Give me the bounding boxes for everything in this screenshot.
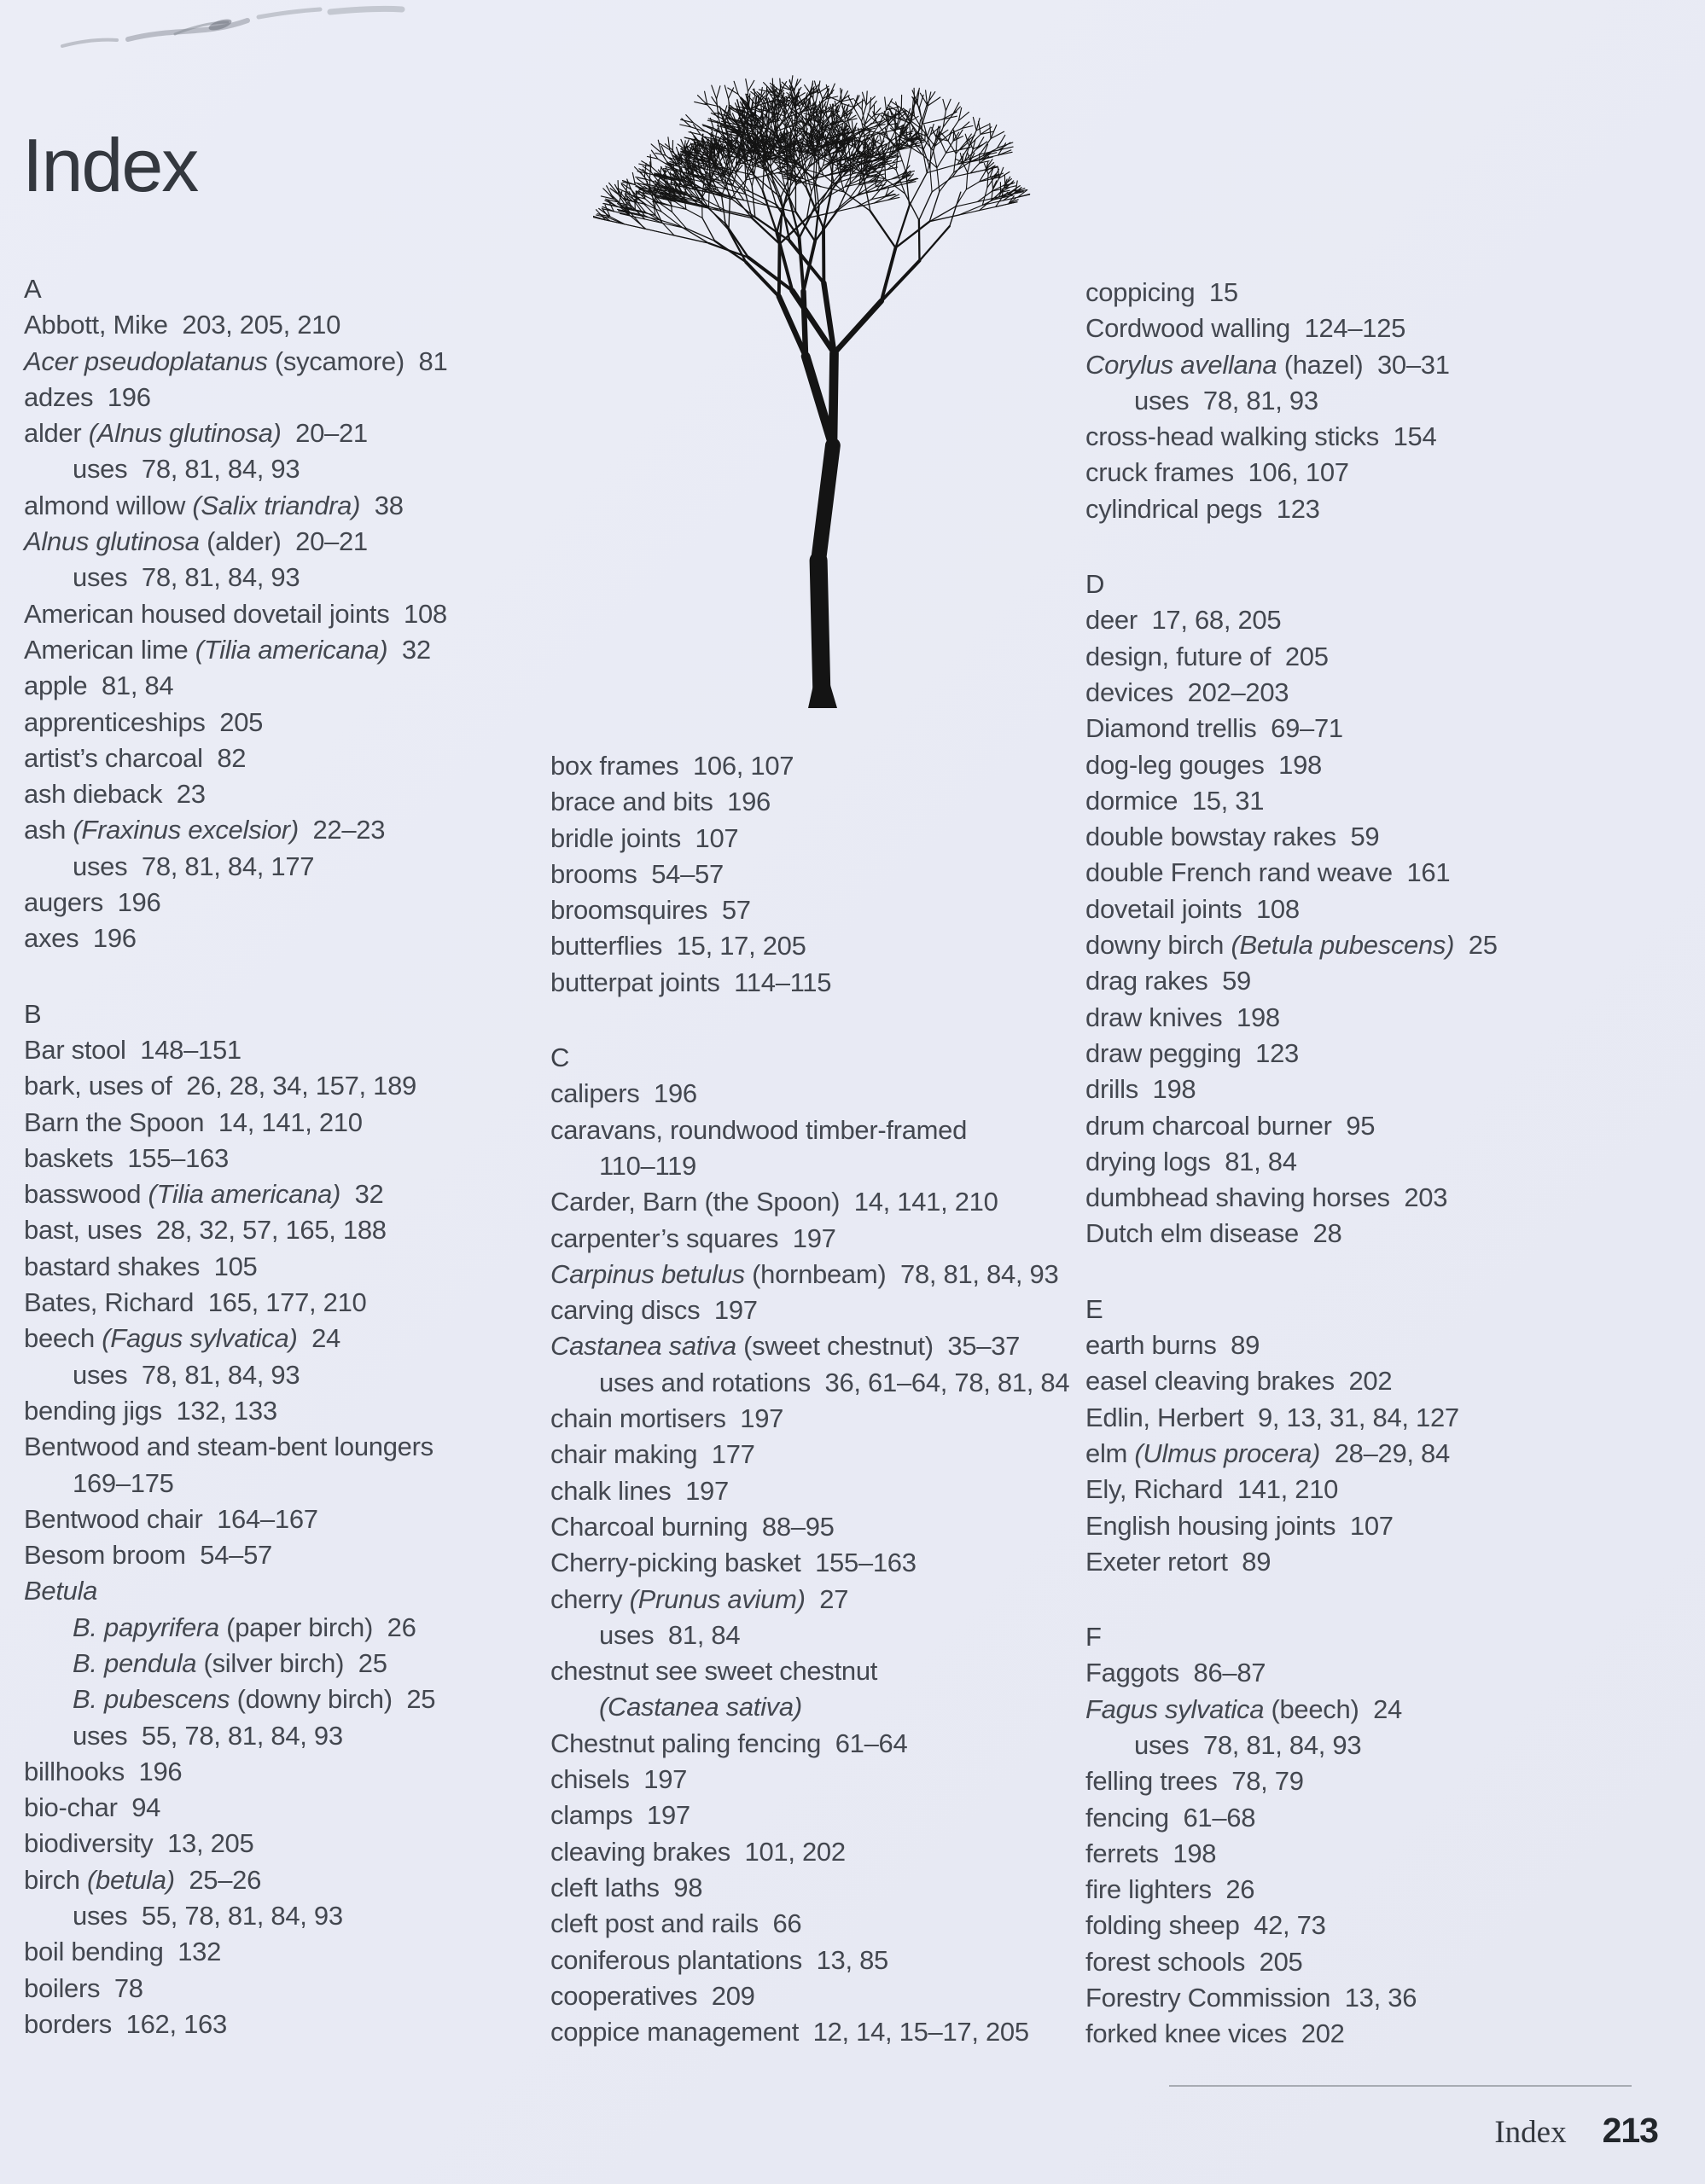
entry-text: cleaving brakes 101, 202 [550, 1836, 846, 1867]
entry-text: Chestnut paling fencing 61–64 [550, 1728, 908, 1758]
index-entry [1085, 1908, 1649, 1943]
entry-text-italic: Fagus sylvatica [1085, 1693, 1265, 1724]
entry-text: uses 78, 81, 84, 93 [1134, 1729, 1362, 1760]
entry-text-italic: (Tilia americana) [195, 634, 388, 665]
index-entry [550, 892, 1097, 928]
index-entry [24, 560, 536, 595]
entry-text: English housing joints 107 [1085, 1510, 1394, 1541]
entry-text: cross-head walking sticks 154 [1085, 421, 1437, 452]
entry-text: augers 196 [24, 887, 161, 918]
entry-text: uses 55, 78, 81, 84, 93 [73, 1901, 343, 1931]
entry-text: (beech) 24 [1264, 1693, 1402, 1724]
entry-text: bastard shakes 105 [24, 1251, 258, 1281]
index-entry [1085, 1944, 1649, 1980]
index-entry [550, 928, 1097, 964]
index-entry [24, 2007, 536, 2042]
entry-text: (silver birch) 25 [196, 1647, 387, 1678]
entry-text: carpenter’s squares 197 [550, 1223, 836, 1253]
entry-text: Bentwood chair 164–167 [24, 1503, 318, 1534]
entry-text: drum charcoal burner 95 [1085, 1110, 1376, 1141]
entry-text-italic: Carpinus betulus [550, 1258, 745, 1289]
entry-text: Ely, Richard 141, 210 [1085, 1474, 1339, 1505]
entry-text-italic: (Betula pubescens) [1231, 930, 1455, 961]
entry-text: 27 [805, 1583, 849, 1614]
entry-text: Bates, Richard 165, 177, 210 [24, 1287, 367, 1318]
index-entry [24, 596, 536, 632]
entry-text: chair making 177 [550, 1439, 755, 1470]
index-entry [1085, 311, 1649, 346]
entry-text: broomsquires 57 [550, 895, 751, 926]
index-entry [550, 2014, 1097, 2050]
entry-text: caravans, roundwood timber-framed [550, 1114, 968, 1145]
entry-text: boilers 78 [24, 1972, 143, 2003]
index-entry [550, 1943, 1097, 1978]
index-entry [1085, 963, 1649, 999]
index-entry [24, 380, 536, 415]
index-entry [550, 1112, 1097, 1148]
entry-text: uses and rotations 36, 61–64, 78, 81, 84 [599, 1367, 1070, 1397]
index-section-heading: F [1085, 1622, 1102, 1653]
entry-text: borders 162, 163 [24, 2008, 227, 2039]
index-entry [1085, 1836, 1649, 1872]
index-entry [1085, 1036, 1649, 1072]
entry-text: cleft laths 98 [550, 1872, 703, 1902]
entry-text: cruck frames 106, 107 [1085, 457, 1349, 488]
entry-text: chain mortisers 197 [550, 1403, 784, 1434]
entry-text: chestnut see sweet chestnut [550, 1656, 878, 1687]
index-entry [550, 1582, 1097, 1618]
index-entry [550, 1148, 1097, 1184]
index-entry [1085, 1000, 1649, 1036]
entry-text: basswood [24, 1179, 148, 1210]
entry-text-italic: B. pubescens [73, 1684, 230, 1715]
index-entry [1085, 1180, 1649, 1216]
index-entry [550, 1292, 1097, 1328]
index-entry [550, 1221, 1097, 1257]
page-title: Index [22, 123, 198, 207]
page-footer [1169, 2111, 1658, 2151]
entry-text: brace and bits 196 [550, 787, 771, 817]
index-entry [24, 1466, 536, 1502]
entry-text: fencing 61–68 [1085, 1802, 1256, 1833]
entry-text: draw pegging 123 [1085, 1037, 1299, 1068]
index-entry [24, 307, 536, 343]
entry-text: brooms 54–57 [550, 858, 724, 889]
entry-text: 110–119 [599, 1150, 696, 1181]
index-entry [24, 741, 536, 776]
entry-text-italic: Corylus avellana [1085, 349, 1277, 380]
index-entry [550, 1509, 1097, 1545]
index-entry [1085, 455, 1649, 491]
entry-text: bast, uses 28, 32, 57, 165, 188 [24, 1215, 387, 1246]
index-entry [1085, 602, 1649, 638]
index-entry [24, 1176, 536, 1212]
index-entry [1085, 383, 1649, 419]
entry-text: American lime [24, 634, 195, 665]
entry-text: cherry [550, 1583, 630, 1614]
index-entry [1085, 491, 1649, 527]
entry-text: drying logs 81, 84 [1085, 1146, 1297, 1176]
entry-text: dormice 15, 31 [1085, 785, 1265, 816]
entry-text-italic: (Ulmus procera) [1134, 1438, 1321, 1468]
index-entry [24, 488, 536, 524]
entry-text: Faggots 86–87 [1085, 1658, 1266, 1688]
entry-text: 25–26 [174, 1864, 262, 1895]
entry-text: calipers 196 [550, 1078, 697, 1109]
index-entry [1085, 1763, 1649, 1799]
entry-text-italic: B. pendula [73, 1647, 197, 1678]
entry-text: (alder) 20–21 [199, 526, 368, 557]
index-entry [24, 1862, 536, 1898]
entry-text: ash [24, 815, 73, 845]
index-entry [1085, 747, 1649, 783]
entry-text: easel cleaving brakes 202 [1085, 1366, 1393, 1397]
index-section-heading: E [1085, 1293, 1103, 1324]
entry-text: (paper birch) 26 [218, 1612, 416, 1642]
entry-text: butterpat joints 114–115 [550, 967, 832, 997]
index-entry [550, 1726, 1097, 1762]
entry-text: uses 78, 81, 84, 177 [73, 851, 315, 881]
index-entry [24, 776, 536, 812]
index-entry [1085, 1144, 1649, 1180]
index-entry [1085, 1872, 1649, 1908]
index-entry [550, 1906, 1097, 1942]
entry-text: axes 196 [24, 923, 137, 954]
entry-text: Barn the Spoon 14, 141, 210 [24, 1107, 363, 1137]
entry-text: coppice management 12, 14, 15–17, 205 [550, 2017, 1029, 2048]
index-entry [1085, 1728, 1649, 1763]
index-entry [24, 1754, 536, 1790]
index-entry [24, 1898, 536, 1934]
entry-text: artist’s charcoal 82 [24, 742, 247, 773]
index-entry [24, 1682, 536, 1717]
index-entry [24, 1646, 536, 1682]
index-entry [1085, 1472, 1649, 1507]
entry-text: Carder, Barn (the Spoon) 14, 141, 210 [550, 1187, 998, 1217]
entry-text: billhooks 196 [24, 1756, 183, 1786]
entry-text: folding sheep 42, 73 [1085, 1910, 1326, 1941]
entry-text: 25 [1454, 930, 1498, 961]
index-entry [550, 1798, 1097, 1833]
entry-text: boil bending 132 [24, 1937, 222, 1967]
entry-text: uses 78, 81, 84, 93 [73, 454, 300, 485]
entry-text-italic: (Salix triandra) [192, 490, 361, 520]
entry-text: uses 55, 78, 81, 84, 93 [73, 1720, 343, 1751]
index-entry [24, 1610, 536, 1646]
entry-text: Besom broom 54–57 [24, 1540, 272, 1571]
index-entry [550, 1545, 1097, 1581]
entry-text: apprenticeships 205 [24, 706, 264, 737]
index-entry [1085, 892, 1649, 927]
index-entry [1085, 819, 1649, 855]
entry-text-italic: (Castanea sativa) [599, 1692, 802, 1722]
tree-illustration [593, 47, 1058, 708]
index-entry [1085, 1436, 1649, 1472]
index-entry [550, 1834, 1097, 1870]
index-entry [550, 1618, 1097, 1653]
index-entry [24, 1321, 536, 1356]
entry-text: (hornbeam) 78, 81, 84, 93 [744, 1258, 1059, 1289]
entry-text: bark, uses of 26, 28, 34, 157, 189 [24, 1071, 416, 1101]
index-entry [24, 1573, 536, 1609]
entry-text: downy birch [1085, 930, 1231, 961]
index-entry [24, 1790, 536, 1826]
index-entry [1085, 1216, 1649, 1252]
index-entry [24, 1068, 536, 1104]
footer-rule [1169, 2085, 1632, 2087]
entry-text: birch [24, 1864, 88, 1895]
entry-text: coppicing 15 [1085, 277, 1238, 307]
index-entry [24, 1249, 536, 1285]
index-section-heading: D [1085, 569, 1105, 600]
entry-text: Diamond trellis 69–71 [1085, 713, 1343, 744]
entry-text-italic: (betula) [87, 1864, 175, 1895]
index-entry [1085, 419, 1649, 455]
index-entry [1085, 783, 1649, 819]
entry-text-italic: (Fraxinus excelsior) [73, 815, 299, 845]
entry-text: 20–21 [281, 418, 368, 449]
index-entry [24, 1393, 536, 1429]
entry-text: Abbott, Mike 203, 205, 210 [24, 310, 341, 340]
index-entry [550, 1978, 1097, 2014]
entry-text: 28–29, 84 [1320, 1438, 1450, 1468]
pencil-scuff-mark [47, 2, 414, 61]
index-entry [550, 1076, 1097, 1112]
index-entry [24, 705, 536, 741]
entry-text: cleft post and rails 66 [550, 1908, 802, 1939]
entry-text: (hazel) 30–31 [1277, 349, 1450, 380]
index-entry [24, 885, 536, 921]
entry-text: design, future of 205 [1085, 641, 1329, 671]
footer-section-label: Index [1494, 2115, 1567, 2150]
entry-text: fire lighters 26 [1085, 1874, 1255, 1905]
index-entry [1085, 1508, 1649, 1544]
entry-text: Cordwood walling 124–125 [1085, 313, 1406, 344]
entry-text: carving discs 197 [550, 1295, 758, 1326]
index-entry [24, 1537, 536, 1573]
index-entry [24, 632, 536, 668]
index-entry [24, 849, 536, 885]
index-entry [550, 1473, 1097, 1509]
entry-text: drills 198 [1085, 1074, 1196, 1105]
index-entry [24, 921, 536, 956]
index-entry [24, 1718, 536, 1754]
index-entry [1085, 275, 1649, 311]
entry-text: chalk lines 197 [550, 1475, 729, 1506]
entry-text: cylindrical pegs 123 [1085, 493, 1320, 524]
index-entry [24, 1212, 536, 1248]
entry-text: devices 202–203 [1085, 677, 1289, 707]
entry-text: American housed dovetail joints 108 [24, 598, 447, 629]
index-entry [1085, 1108, 1649, 1144]
entry-text: dumbhead shaving horses 203 [1085, 1182, 1448, 1213]
index-entry [1085, 1800, 1649, 1836]
index-entry [550, 1870, 1097, 1906]
index-entry [550, 1401, 1097, 1437]
index-entry [1085, 347, 1649, 383]
index-entry [24, 1971, 536, 2007]
index-entry [550, 1689, 1097, 1725]
index-entry [24, 1141, 536, 1176]
entry-text: 169–175 [73, 1467, 174, 1498]
entry-text: uses 78, 81, 84, 93 [73, 1359, 300, 1390]
index-entry [1085, 927, 1649, 963]
entry-text: bending jigs 132, 133 [24, 1395, 277, 1426]
entry-text-italic: Castanea sativa [550, 1331, 736, 1362]
entry-text-italic: (Fagus sylvatica) [102, 1323, 298, 1354]
entry-text: bio-char 94 [24, 1792, 161, 1823]
index-entry [24, 668, 536, 704]
entry-text: Edlin, Herbert 9, 13, 31, 84, 127 [1085, 1402, 1459, 1432]
footer-page-number: 213 [1602, 2111, 1658, 2150]
entry-text: coniferous plantations 13, 85 [550, 1944, 888, 1975]
entry-text: 24 [297, 1323, 340, 1354]
entry-text: (downy birch) 25 [230, 1684, 436, 1715]
entry-text: Bentwood and steam-bent loungers [24, 1432, 434, 1462]
entry-text: box frames 106, 107 [550, 751, 794, 781]
entry-text-italic: (Tilia americana) [148, 1179, 340, 1210]
entry-text: uses 81, 84 [599, 1619, 741, 1650]
index-entry [1085, 711, 1649, 746]
index-column-3 [1085, 275, 1649, 2053]
entry-text-italic: Acer pseudoplatanus [24, 346, 268, 376]
index-entry [550, 1328, 1097, 1364]
entry-text: baskets 155–163 [24, 1142, 229, 1173]
entry-text: butterflies 15, 17, 205 [550, 931, 806, 961]
index-entry [550, 821, 1097, 857]
index-entry [550, 1762, 1097, 1798]
entry-text: draw knives 198 [1085, 1002, 1280, 1032]
entry-text-italic: Alnus glutinosa [24, 526, 200, 557]
index-entry [550, 965, 1097, 1001]
index-entry [1085, 1655, 1649, 1691]
index-entry [550, 1437, 1097, 1472]
index-entry [24, 524, 536, 560]
index-entry [550, 748, 1097, 784]
entry-text: double bowstay rakes 59 [1085, 822, 1380, 852]
entry-text: biodiversity 13, 205 [24, 1828, 254, 1859]
index-entry [24, 1357, 536, 1393]
entry-text: beech [24, 1323, 102, 1354]
entry-text: uses 78, 81, 93 [1134, 385, 1318, 415]
entry-text: adzes 196 [24, 381, 151, 412]
index-entry [24, 1285, 536, 1321]
index-entry [24, 415, 536, 451]
entry-text: 22–23 [298, 815, 386, 845]
entry-text: (sycamore) 81 [267, 346, 448, 376]
index-entry [1085, 1400, 1649, 1436]
index-entry [24, 1826, 536, 1862]
index-entry [1085, 2016, 1649, 2052]
entry-text: forest schools 205 [1085, 1946, 1303, 1977]
entry-text: elm [1085, 1438, 1135, 1468]
entry-text: Bar stool 148–151 [24, 1034, 241, 1065]
index-entry [550, 1365, 1097, 1401]
entry-text-italic: (Alnus glutinosa) [88, 418, 282, 449]
index-entry [24, 812, 536, 848]
index-entry [1085, 855, 1649, 891]
index-entry [24, 1105, 536, 1141]
entry-text: ash dieback 23 [24, 779, 206, 810]
entry-text: (sweet chestnut) 35–37 [736, 1331, 1021, 1362]
entry-text: earth burns 89 [1085, 1330, 1260, 1361]
entry-text: cooperatives 209 [550, 1980, 755, 2011]
entry-text: Charcoal burning 88–95 [550, 1511, 835, 1542]
index-entry [550, 1653, 1097, 1689]
entry-text: almond willow [24, 490, 193, 520]
entry-text: uses 78, 81, 84, 93 [73, 562, 300, 593]
index-entry [550, 1184, 1097, 1220]
entry-text: drag rakes 59 [1085, 966, 1251, 996]
entry-text-italic: (Prunus avium) [629, 1583, 806, 1614]
entry-text: chisels 197 [550, 1764, 688, 1795]
index-entry [24, 451, 536, 487]
entry-text: clamps 197 [550, 1800, 690, 1831]
entry-text: 38 [360, 490, 404, 520]
index-entry [550, 784, 1097, 820]
entry-text: double French rand weave 161 [1085, 857, 1451, 888]
index-entry [1085, 1327, 1649, 1363]
index-entry [24, 1032, 536, 1068]
index-entry [1085, 1072, 1649, 1107]
index-entry [550, 857, 1097, 892]
entry-text: ferrets 198 [1085, 1838, 1217, 1868]
index-column-1 [24, 271, 536, 2042]
index-entry [1085, 1363, 1649, 1399]
index-entry [1085, 675, 1649, 711]
index-entry [24, 344, 536, 380]
bare-tree-icon [593, 47, 1058, 708]
index-entry [24, 1429, 536, 1465]
entry-text: Forestry Commission 13, 36 [1085, 1983, 1417, 2013]
entry-text: dovetail joints 108 [1085, 893, 1300, 924]
entry-text: apple 81, 84 [24, 671, 174, 701]
index-section-heading: B [24, 998, 42, 1029]
entry-text: deer 17, 68, 205 [1085, 605, 1282, 636]
entry-text: felling trees 78, 79 [1085, 1766, 1304, 1797]
index-column-2 [550, 748, 1097, 2050]
index-entry [24, 1934, 536, 1970]
entry-text: Dutch elm disease 28 [1085, 1218, 1342, 1249]
entry-text: bridle joints 107 [550, 822, 739, 853]
index-entry [1085, 1692, 1649, 1728]
index-entry [1085, 639, 1649, 675]
index-entry [1085, 1980, 1649, 2016]
entry-text: Exeter retort 89 [1085, 1546, 1271, 1577]
entry-text: forked knee vices 202 [1085, 2018, 1345, 2049]
index-section-heading: C [550, 1043, 570, 1073]
entry-text-italic: Betula [24, 1576, 98, 1606]
entry-text: alder [24, 418, 89, 449]
index-entry [550, 1257, 1097, 1292]
index-entry [1085, 1544, 1649, 1580]
entry-text: 32 [387, 634, 431, 665]
entry-text-italic: B. papyrifera [73, 1612, 219, 1642]
entry-text: dog-leg gouges 198 [1085, 749, 1322, 780]
index-section-heading: A [24, 274, 42, 304]
entry-text: Cherry-picking basket 155–163 [550, 1548, 917, 1578]
entry-text: 32 [340, 1179, 384, 1210]
index-entry [24, 1502, 536, 1537]
